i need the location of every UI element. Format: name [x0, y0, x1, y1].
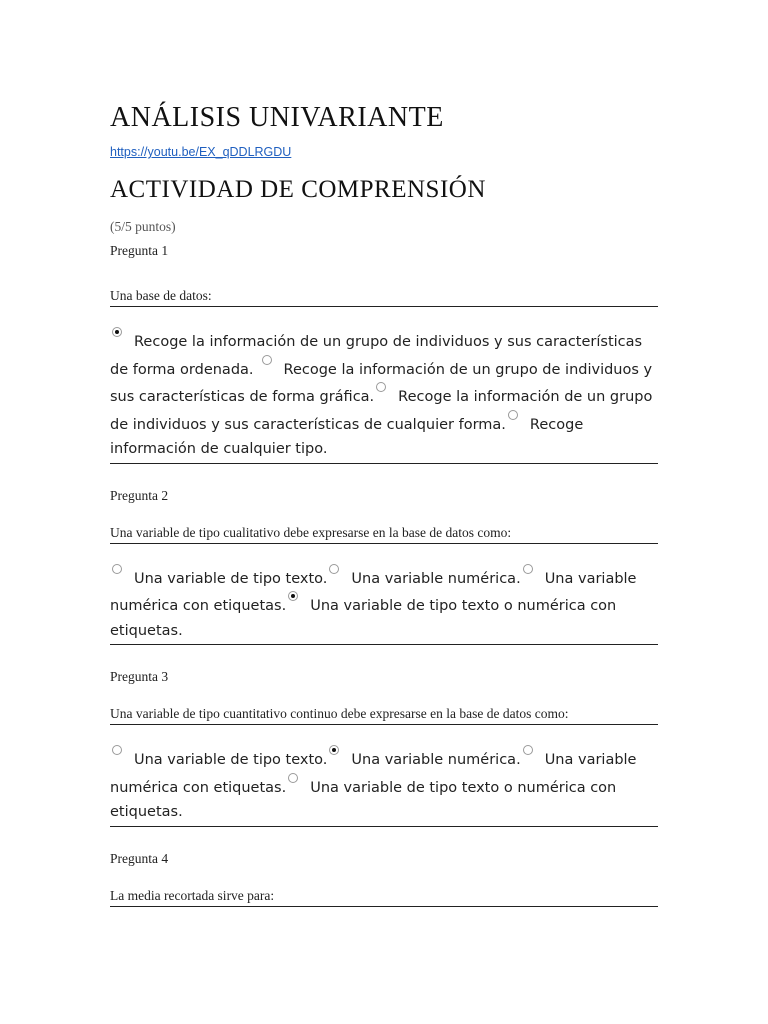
- answer-option[interactable]: Una variable de tipo texto.: [110, 571, 327, 587]
- page-title: ANÁLISIS UNIVARIANTE: [110, 102, 444, 133]
- question-label: Pregunta 3: [110, 669, 169, 684]
- answer-option[interactable]: Una variable de tipo texto.: [110, 752, 327, 768]
- question-4: [110, 850, 658, 907]
- answer-option[interactable]: Una variable numérica.: [327, 571, 520, 587]
- answer-option[interactable]: Una variable numérica.: [327, 752, 520, 768]
- question-stem: Una variable de tipo cualitativo debe expresarse en la base de datos como:: [110, 524, 658, 544]
- answer-option[interactable]: Recoge la información de un grupo de individuos y sus características de forma ordenada.: [110, 334, 642, 378]
- radio-unselected-icon[interactable]: [329, 564, 339, 574]
- answer-option[interactable]: Una variable de tipo texto o numérica con etiquetas.: [110, 598, 616, 639]
- radio-unselected-icon[interactable]: [508, 410, 518, 420]
- radio-unselected-icon[interactable]: [112, 745, 122, 755]
- document-content: [110, 100, 658, 907]
- question-1: [110, 242, 658, 464]
- radio-unselected-icon[interactable]: [112, 564, 122, 574]
- radio-selected-icon[interactable]: [288, 591, 298, 601]
- points-score: (5/5 puntos): [110, 219, 176, 234]
- radio-selected-icon[interactable]: [112, 327, 122, 337]
- question-stem: La media recortada sirve para:: [110, 887, 658, 907]
- question-label: Pregunta 1: [110, 243, 169, 258]
- answer-option[interactable]: Una variable numérica con etiquetas.: [110, 571, 636, 615]
- activity-title: ACTIVIDAD DE COMPRENSIÓN: [110, 176, 486, 203]
- answer-options: [110, 564, 658, 646]
- question-stem: Una variable de tipo cuantitativo continuo debe expresarse en la base de datos como:: [110, 705, 658, 725]
- question-label: Pregunta 2: [110, 487, 169, 503]
- radio-unselected-icon[interactable]: [376, 382, 386, 392]
- video-link[interactable]: https://youtu.be/EX_qDDLRGDU: [110, 145, 292, 159]
- answer-option[interactable]: Recoge la información de un grupo de individuos y sus características de cualquier forma.: [110, 389, 652, 433]
- question-3: [110, 668, 658, 827]
- radio-unselected-icon[interactable]: [262, 355, 272, 365]
- answer-option[interactable]: Una variable de tipo texto o numérica con etiquetas.: [110, 780, 616, 821]
- radio-selected-icon[interactable]: [329, 745, 339, 755]
- radio-unselected-icon[interactable]: [523, 745, 533, 755]
- answer-option[interactable]: Recoge información de cualquier tipo.: [110, 417, 583, 458]
- answer-options: [110, 327, 658, 464]
- radio-unselected-icon[interactable]: [523, 564, 533, 574]
- question-2: [110, 487, 658, 646]
- answer-option[interactable]: Recoge la información de un grupo de individuos y sus características de forma gráfica.: [110, 362, 652, 406]
- answer-options: [110, 745, 658, 827]
- radio-unselected-icon[interactable]: [288, 773, 298, 783]
- question-stem: Una base de datos:: [110, 287, 658, 307]
- answer-option[interactable]: Una variable numérica con etiquetas.: [110, 752, 636, 796]
- question-label: Pregunta 4: [110, 850, 169, 866]
